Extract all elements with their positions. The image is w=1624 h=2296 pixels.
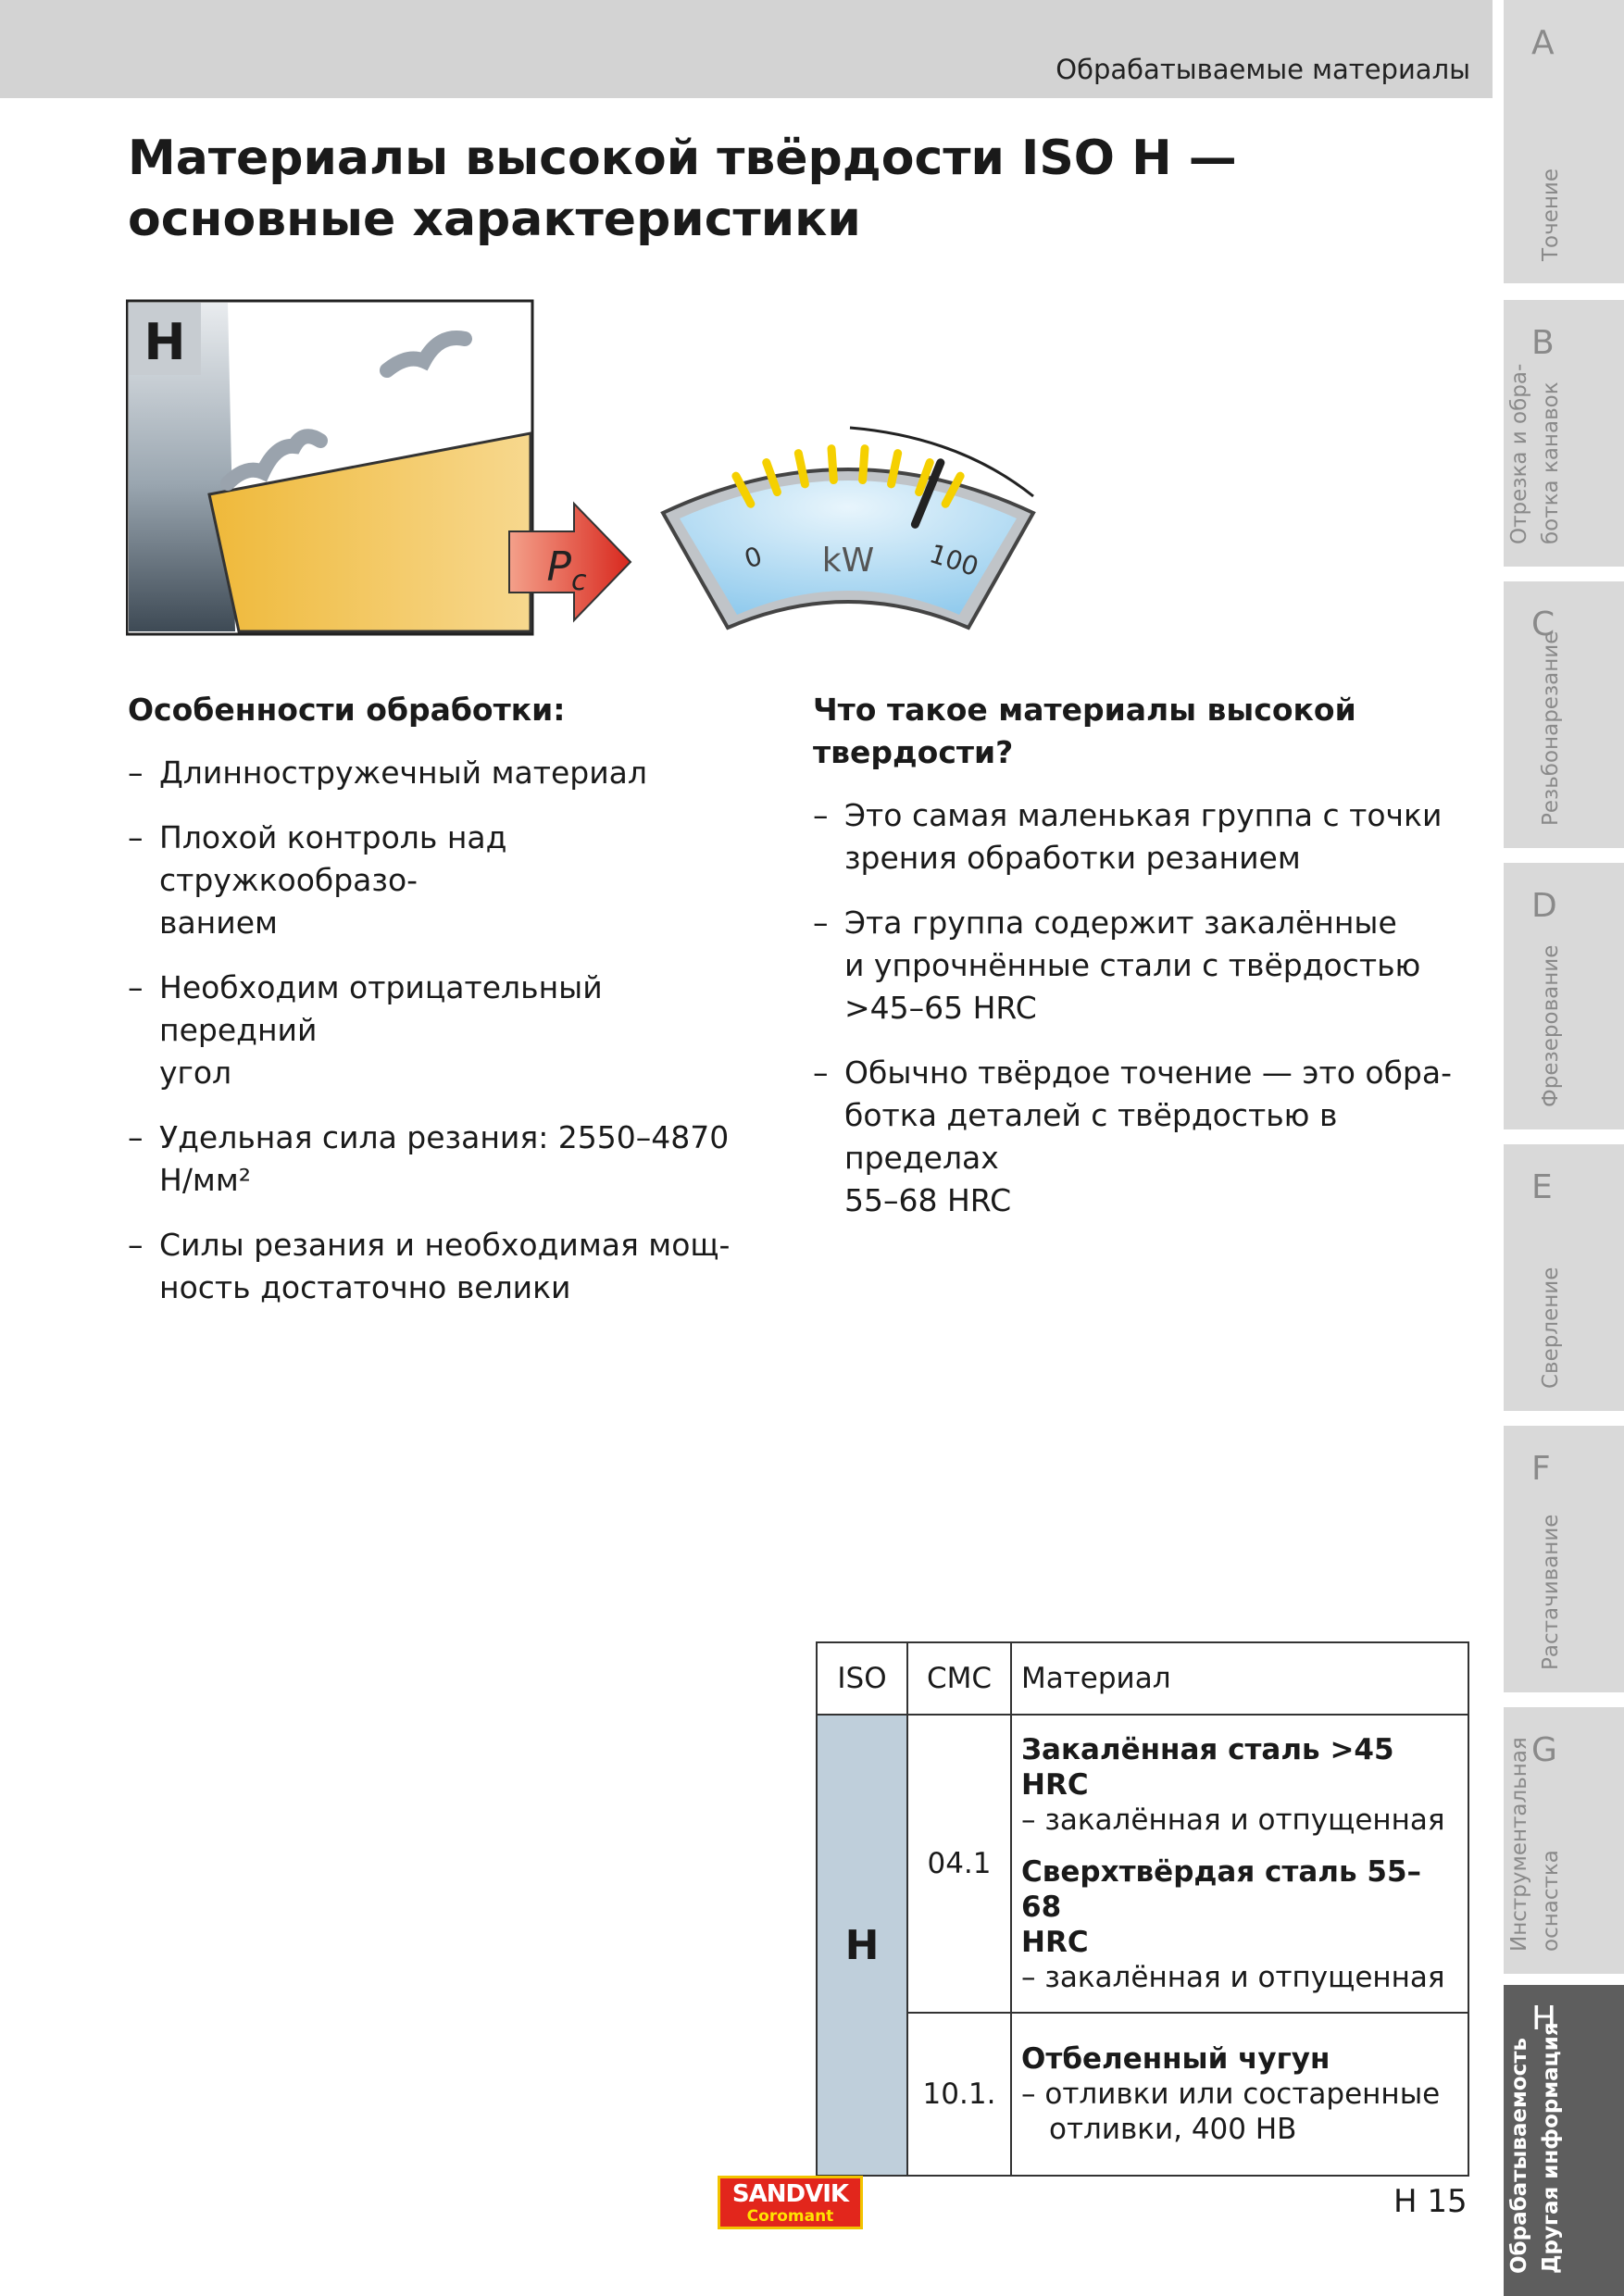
material-title: Отбеленный чугун: [1021, 2042, 1330, 2076]
tab-g[interactable]: [1504, 1707, 1624, 1974]
tab-label: Инструментальная оснастка: [1507, 1737, 1563, 1952]
tab-b[interactable]: [1504, 300, 1624, 567]
cmc-cell: 10.1.: [907, 2013, 1011, 2176]
gauge-tick: [863, 449, 865, 480]
processing-heading: Особенности обработки:: [128, 692, 566, 728]
tab-letter: D: [1531, 887, 1557, 925]
tab-letter: F: [1531, 1450, 1551, 1488]
tab-label: Обрабатываемость Другая информация: [1507, 2022, 1563, 2274]
tab-d[interactable]: [1504, 863, 1624, 1129]
gauge-min-label: 0: [740, 540, 767, 575]
list-item: – Эта группа содержит закалённые и упрочнённые стали с твёрдостью >45–65 HRC: [813, 902, 1480, 1029]
list-item: – Плохой контроль над стружкообразо- ванием: [128, 817, 757, 944]
tab-letter: B: [1531, 324, 1555, 362]
material-detail: – отливки или состаренные отливки, 400 HB: [1021, 2078, 1441, 2146]
section-label: Обрабатываемые материалы: [1056, 54, 1470, 85]
material-title: Сверхтвёрдая сталь 55–68 HRC: [1021, 1855, 1422, 1959]
chapter-tabs: [1504, 0, 1624, 2296]
processing-list: [128, 752, 757, 1331]
tab-label: Сверление: [1539, 1267, 1563, 1389]
header-cmc: CMC: [907, 1642, 1011, 1715]
tab-f[interactable]: [1504, 1426, 1624, 1692]
list-item: – Обычно твёрдое точение — это обра- ботка деталей с твёрдостью в пределах 55–68 HRC: [813, 1052, 1480, 1222]
definition-list: [813, 794, 1480, 1244]
material-badge: H: [144, 313, 186, 371]
tab-label: Резьбонарезание: [1539, 630, 1563, 826]
tab-letter: G: [1531, 1731, 1557, 1769]
machining-illustration: [126, 298, 1107, 650]
table-header-row: [817, 1642, 1468, 1715]
sandvik-logo: SANDVIK Coromant: [718, 2176, 863, 2229]
tab-e[interactable]: [1504, 1144, 1624, 1411]
material-cell: [1011, 2013, 1468, 2176]
list-item: – Длинностружечный материал: [128, 752, 757, 794]
list-item: – Необходим отрицательный передний угол: [128, 967, 757, 1094]
material-detail: – закалённая и отпущенная: [1021, 1803, 1445, 1837]
iso-group-cell: H: [817, 1715, 907, 2176]
header-material: Материал: [1011, 1642, 1468, 1715]
cmc-cell: 04.1: [907, 1715, 1011, 2013]
tab-label: Растачивание: [1539, 1514, 1563, 1670]
header-iso: ISO: [817, 1642, 907, 1715]
power-arrow-label: $P_c$: [546, 543, 587, 597]
definition-heading: Что такое материалы высокой твердости?: [813, 692, 1356, 770]
gauge-unit-label: kW: [821, 542, 875, 580]
material-title: Закалённая сталь >45 HRC: [1021, 1733, 1394, 1802]
page-title: Материалы высокой твёрдости ISO H — основные характеристики: [128, 131, 1237, 247]
material-cell: [1011, 1715, 1468, 2013]
tab-letter: H: [1531, 2000, 1557, 2038]
tab-h[interactable]: [1504, 1985, 1624, 2296]
list-item: – Удельная сила резания: 2550–4870 Н/мм²: [128, 1117, 757, 1202]
list-item: – Силы резания и необходимая мощ- ность достаточно велики: [128, 1224, 757, 1309]
tab-letter: E: [1531, 1168, 1553, 1206]
list-item: – Это самая маленькая группа с точки зрения обработки резанием: [813, 794, 1480, 880]
tab-letter: C: [1531, 605, 1555, 643]
tab-label: Точение: [1539, 168, 1563, 261]
tab-label: Отрезка и обра- ботка канавок: [1507, 363, 1563, 544]
tab-a[interactable]: [1504, 0, 1624, 283]
material-detail: – закалённая и отпущенная: [1021, 1961, 1445, 1994]
gauge-tick: [831, 449, 833, 480]
tab-letter: A: [1531, 24, 1555, 62]
table-row: [817, 1715, 1468, 2013]
gauge-max-label: 100: [925, 538, 982, 583]
material-table: [816, 1641, 1469, 2177]
table-row: [817, 2013, 1468, 2176]
tab-c[interactable]: [1504, 581, 1624, 848]
page-number: H 15: [1393, 2183, 1468, 2220]
tab-label: Фрезерование: [1539, 944, 1563, 1107]
